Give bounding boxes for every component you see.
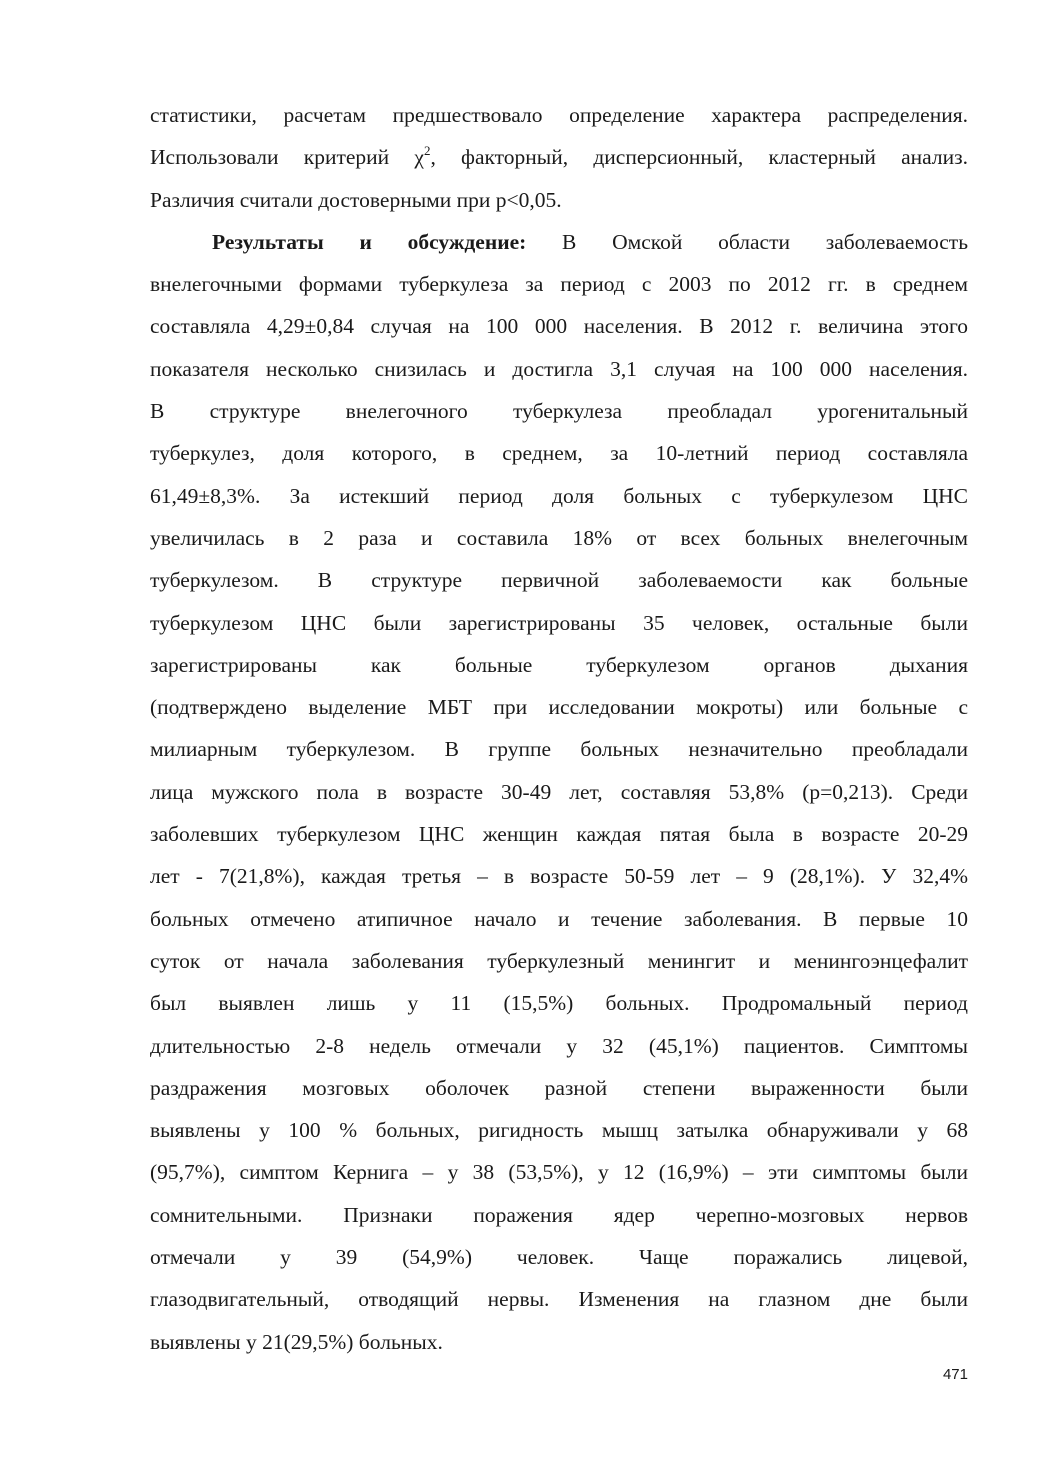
paragraph-2-line-1 <box>150 221 968 263</box>
paragraph-2-line: сомнительными. Признаки поражения ядер черепно-мозговых нервов <box>150 1202 968 1227</box>
paragraph-2-line: (подтверждено выделение МБТ при исследовании мокроты) или больные с <box>150 695 968 720</box>
paragraph-1-line-3: Различия считали достоверными при p<0,05. <box>150 187 562 212</box>
paragraph-2-line: туберкулез, доля которого, в среднем, за 10-летний период составляла <box>150 441 968 466</box>
paragraph-2-line: милиарным туберкулезом. В группе больных незначительно преобладали <box>150 737 968 762</box>
paragraph-2-line: 61,49±8,3%. За истекший период доля больных с туберкулезом ЦНС <box>150 483 968 508</box>
paragraph-2-line: зарегистрированы как больные туберкулезом органов дыхания <box>150 652 968 677</box>
paragraph-2-line: составляла 4,29±0,84 случая на 100 000 населения. В 2012 г. величина этого <box>150 314 968 339</box>
paragraph-2-line: показателя несколько снизилась и достигла 3,1 случая на 100 000 населения. <box>150 356 968 381</box>
paragraph-1-line-2 <box>150 136 968 178</box>
paragraph-2-line: заболевших туберкулезом ЦНС женщин каждая пятая была в возрасте 20-29 <box>150 822 968 847</box>
chi-symbol: χ <box>414 145 424 170</box>
paragraph-2-line: туберкулезом. В структуре первичной заболеваемости как больные <box>150 568 968 593</box>
paragraph-2-line: В структуре внелегочного туберкулеза преобладал урогенитальный <box>150 399 968 424</box>
paragraph-2-line: суток от начала заболевания туберкулезный менингит и менингоэнцефалит <box>150 948 968 973</box>
line-text: , факторный, дисперсионный, кластерный анализ. <box>430 145 968 170</box>
chi-exponent: 2 <box>423 143 431 159</box>
paragraph-2-line: длительностью 2-8 недель отмечали у 32 (45,1%) пациентов. Симптомы <box>150 1033 968 1058</box>
paragraph-2-line: туберкулезом ЦНС были зарегистрированы 35 человек, остальные были <box>150 610 968 635</box>
document-page <box>150 94 968 1363</box>
paragraph-1-line-1: статистики, расчетам предшествовало определение характера распределения. <box>150 103 968 127</box>
paragraph-2-line: больных отмечено атипичное начало и течение заболевания. В первые 10 <box>150 906 968 931</box>
line-text: Использовали критерий <box>150 145 415 170</box>
paragraph-2-line: выявлены у 100 % больных, ригидность мышц затылка обнаруживали у 68 <box>150 1118 968 1143</box>
paragraph-2-line: внелегочными формами туберкулеза за период с 2003 по 2012 гг. в среднем <box>150 272 968 297</box>
paragraph-2-line: лица мужского пола в возрасте 30-49 лет, составляя 53,8% (р=0,213). Среди <box>150 779 968 804</box>
line-text: В Омской области заболеваемость <box>526 229 969 254</box>
paragraph-2-line: увеличилась в 2 раза и составила 18% от всех больных внелегочным <box>150 525 968 550</box>
paragraph-2-body <box>150 263 968 1363</box>
paragraph-2-line: глазодвигательный, отводящий нервы. Изменения на глазном дне были <box>150 1287 968 1312</box>
results-heading: Результаты и обсуждение: <box>212 229 527 254</box>
paragraph-2-line: раздражения мозговых оболочек разной степени выраженности были <box>150 1075 968 1100</box>
paragraph-2-line: лет - 7(21,8%), каждая третья – в возрасте 50-59 лет – 9 (28,1%). У 32,4% <box>150 864 968 889</box>
paragraph-2-last-line: выявлены у 21(29,5%) больных. <box>150 1329 443 1354</box>
paragraph-2-line: (95,7%), симптом Кернига – у 38 (53,5%), у 12 (16,9%) – эти симптомы были <box>150 1160 968 1185</box>
paragraph-2-line: был выявлен лишь у 11 (15,5%) больных. Продромальный период <box>150 991 968 1016</box>
page-number: 471 <box>942 1366 968 1383</box>
paragraph-2-line: отмечали у 39 (54,9%) человек. Чаще поражались лицевой, <box>150 1245 968 1270</box>
